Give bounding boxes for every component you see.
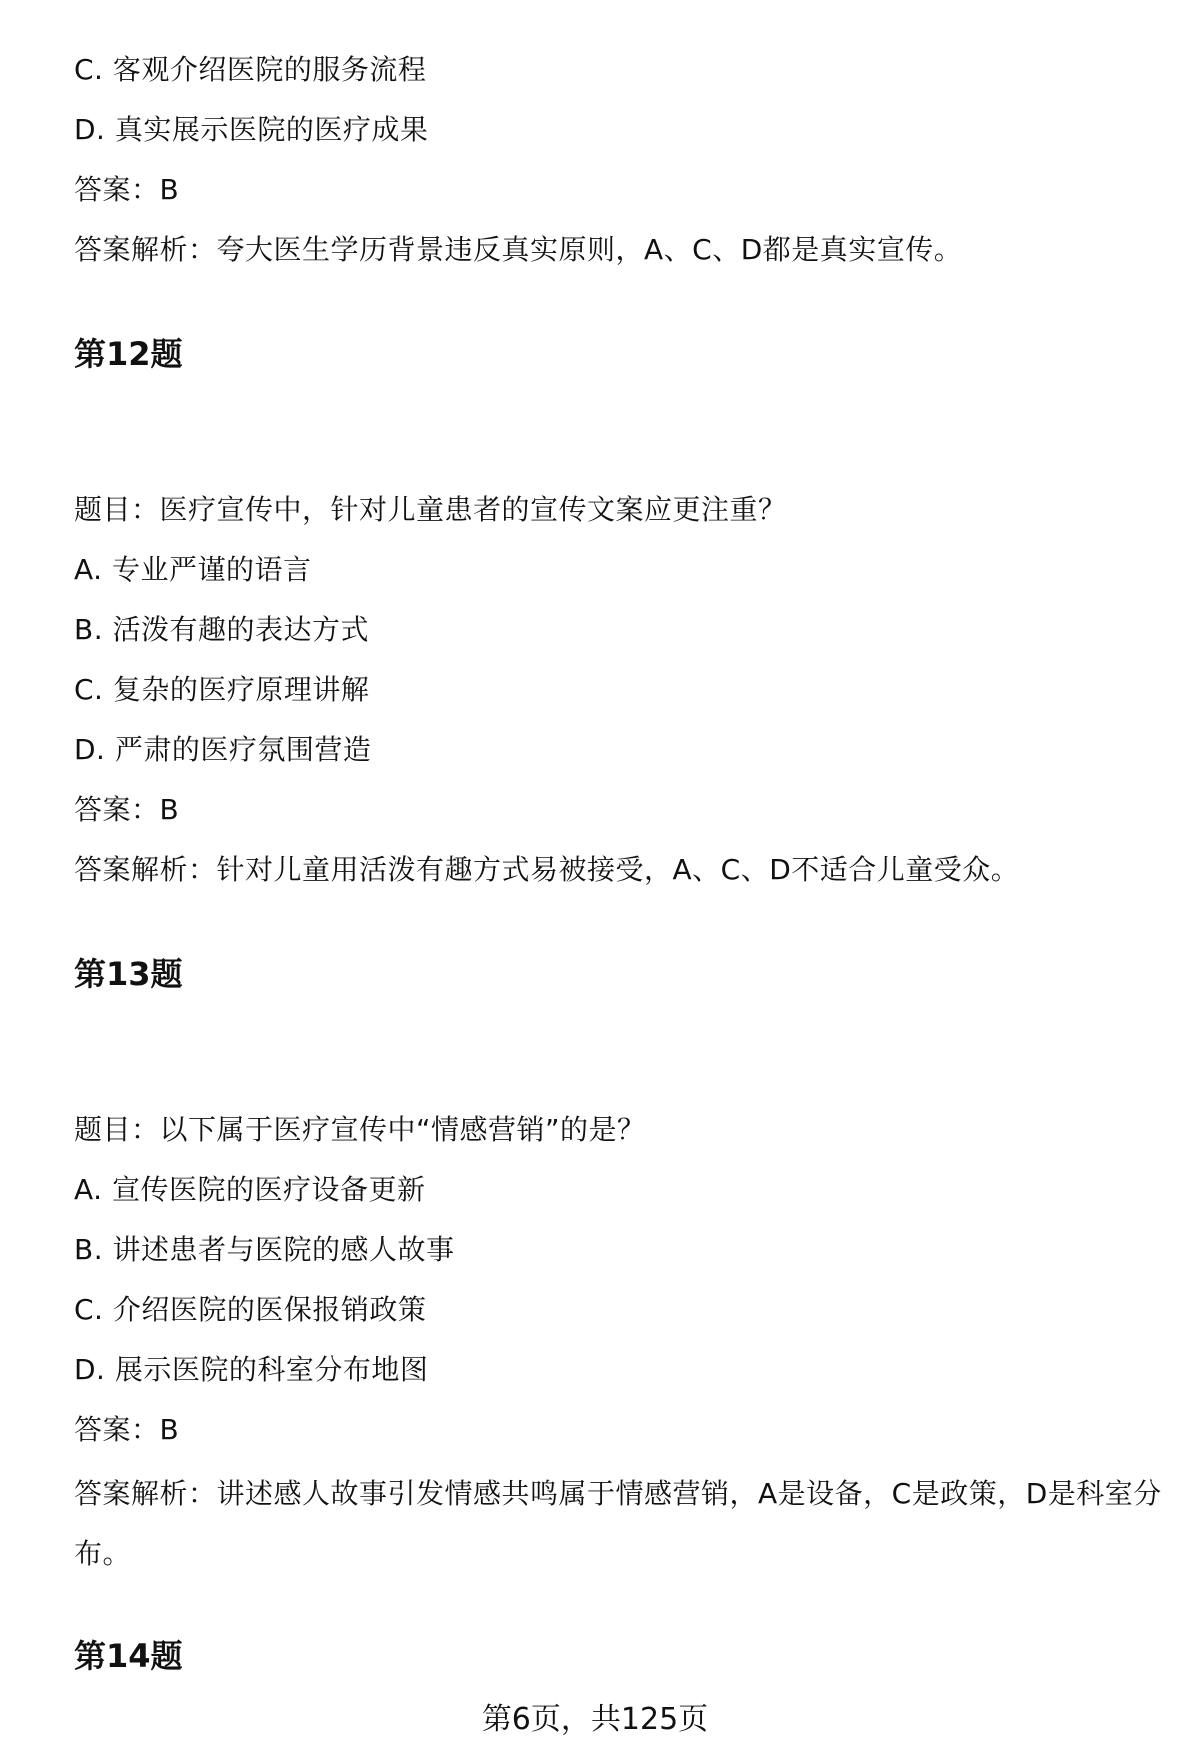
- q13-heading: 第13题: [74, 955, 183, 993]
- q11-option-c: C. 客观介绍医院的服务流程: [74, 53, 427, 86]
- q13-analysis: 答案解析：讲述感人故事引发情感共鸣属于情感营销，A是设备，C是政策，D是科室分布。: [74, 1477, 1162, 1570]
- q11-analysis: 答案解析：夸大医生学历背景违反真实原则，A、C、D都是真实宣传。: [74, 233, 963, 266]
- q12-heading: 第12题: [74, 335, 183, 373]
- q12-analysis: 答案解析：针对儿童用活泼有趣方式易被接受，A、C、D不适合儿童受众。: [74, 853, 1020, 886]
- q13-answer: 答案：B: [74, 1413, 180, 1446]
- q13-option-c: C. 介绍医院的医保报销政策: [74, 1293, 427, 1326]
- q12-question: 题目：医疗宣传中，针对儿童患者的宣传文案应更注重？: [74, 493, 787, 526]
- q12-option-c: C. 复杂的医疗原理讲解: [74, 673, 370, 706]
- q11-answer: 答案：B: [74, 173, 180, 206]
- q12-option-b: B. 活泼有趣的表达方式: [74, 613, 370, 646]
- page-footer: 第6页，共125页: [481, 1702, 709, 1737]
- q14-heading: 第14题: [74, 1637, 183, 1675]
- q13-option-b: B. 讲述患者与医院的感人故事: [74, 1233, 455, 1266]
- q12-option-d: D. 严肃的医疗氛围营造: [74, 733, 372, 766]
- q13-option-a: A. 宣传医院的医疗设备更新: [74, 1173, 426, 1206]
- q11-option-d: D. 真实展示医院的医疗成果: [74, 113, 429, 146]
- q12-option-a: A. 专业严谨的语言: [74, 553, 312, 586]
- q13-option-d: D. 展示医院的科室分布地图: [74, 1353, 429, 1386]
- q12-answer: 答案：B: [74, 793, 180, 826]
- q13-question: 题目：以下属于医疗宣传中“情感营销”的是？: [74, 1113, 646, 1146]
